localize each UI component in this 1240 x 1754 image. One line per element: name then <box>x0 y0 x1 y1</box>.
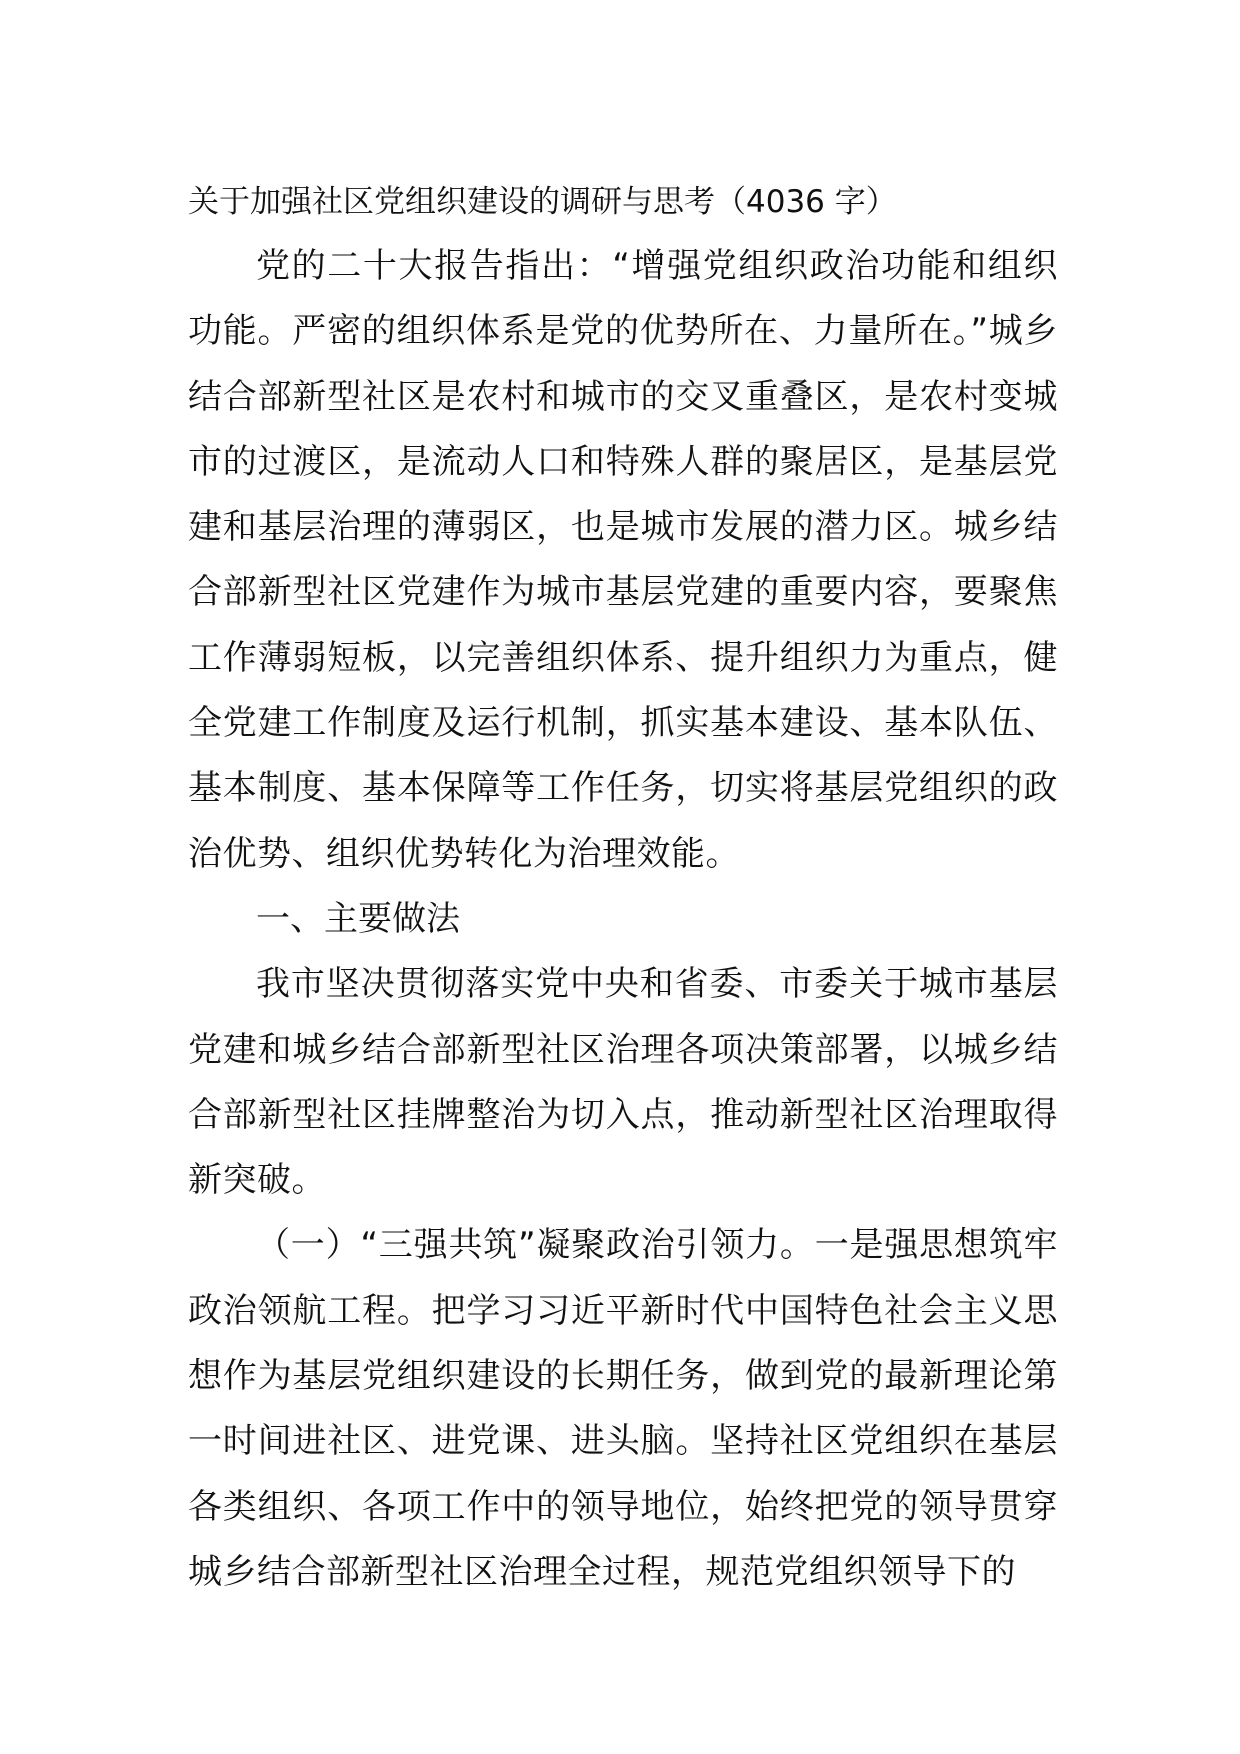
section-paragraph: （一）“三强共筑”凝聚政治引领力。一是强思想筑牢政治领航工程。把学习习近平新时代中国特色社会主义思想作为基层党组织建设的长期任务，做到党的最新理论第一时间进社区、进党课、进头脑。坚持社区党组织在基层各类组织、各项工作中的领导地位，始终把党的领导贯穿城乡结合部新型社区治理全过程，规范党组织领导下的 <box>188 1225 1058 1592</box>
document-body <box>188 170 1058 1605</box>
intro-paragraph: 党的二十大报告指出：“增强党组织政治功能和组织功能。严密的组织体系是党的优势所在、力量所在。”城乡结合部新型社区是农村和城市的交叉重叠区，是农村变城市的过渡区，是流动人口和特殊人群的聚居区，是基层党建和基层治理的薄弱区，也是城市发展的潜力区。城乡结合部新型社区党建作为城市基层党建的重要内容，要聚焦工作薄弱短板，以完善组织体系、提升组织力为重点，健全党建工作制度及运行机制，抓实基本建设、基本队伍、基本制度、基本保障等工作任务，切实将基层党组织的政治优势、组织优势转化为治理效能。 <box>188 246 1058 874</box>
document-title: 关于加强社区党组织建设的调研与思考（4036 字） <box>188 184 897 220</box>
section-paragraph: 我市坚决贯彻落实党中央和省委、市委关于城市基层党建和城乡结合部新型社区治理各项决策部署，以城乡结合部新型社区挂牌整治为切入点，推动新型社区治理取得新突破。 <box>188 964 1058 1201</box>
section-heading: 一、主要做法 <box>256 898 460 939</box>
